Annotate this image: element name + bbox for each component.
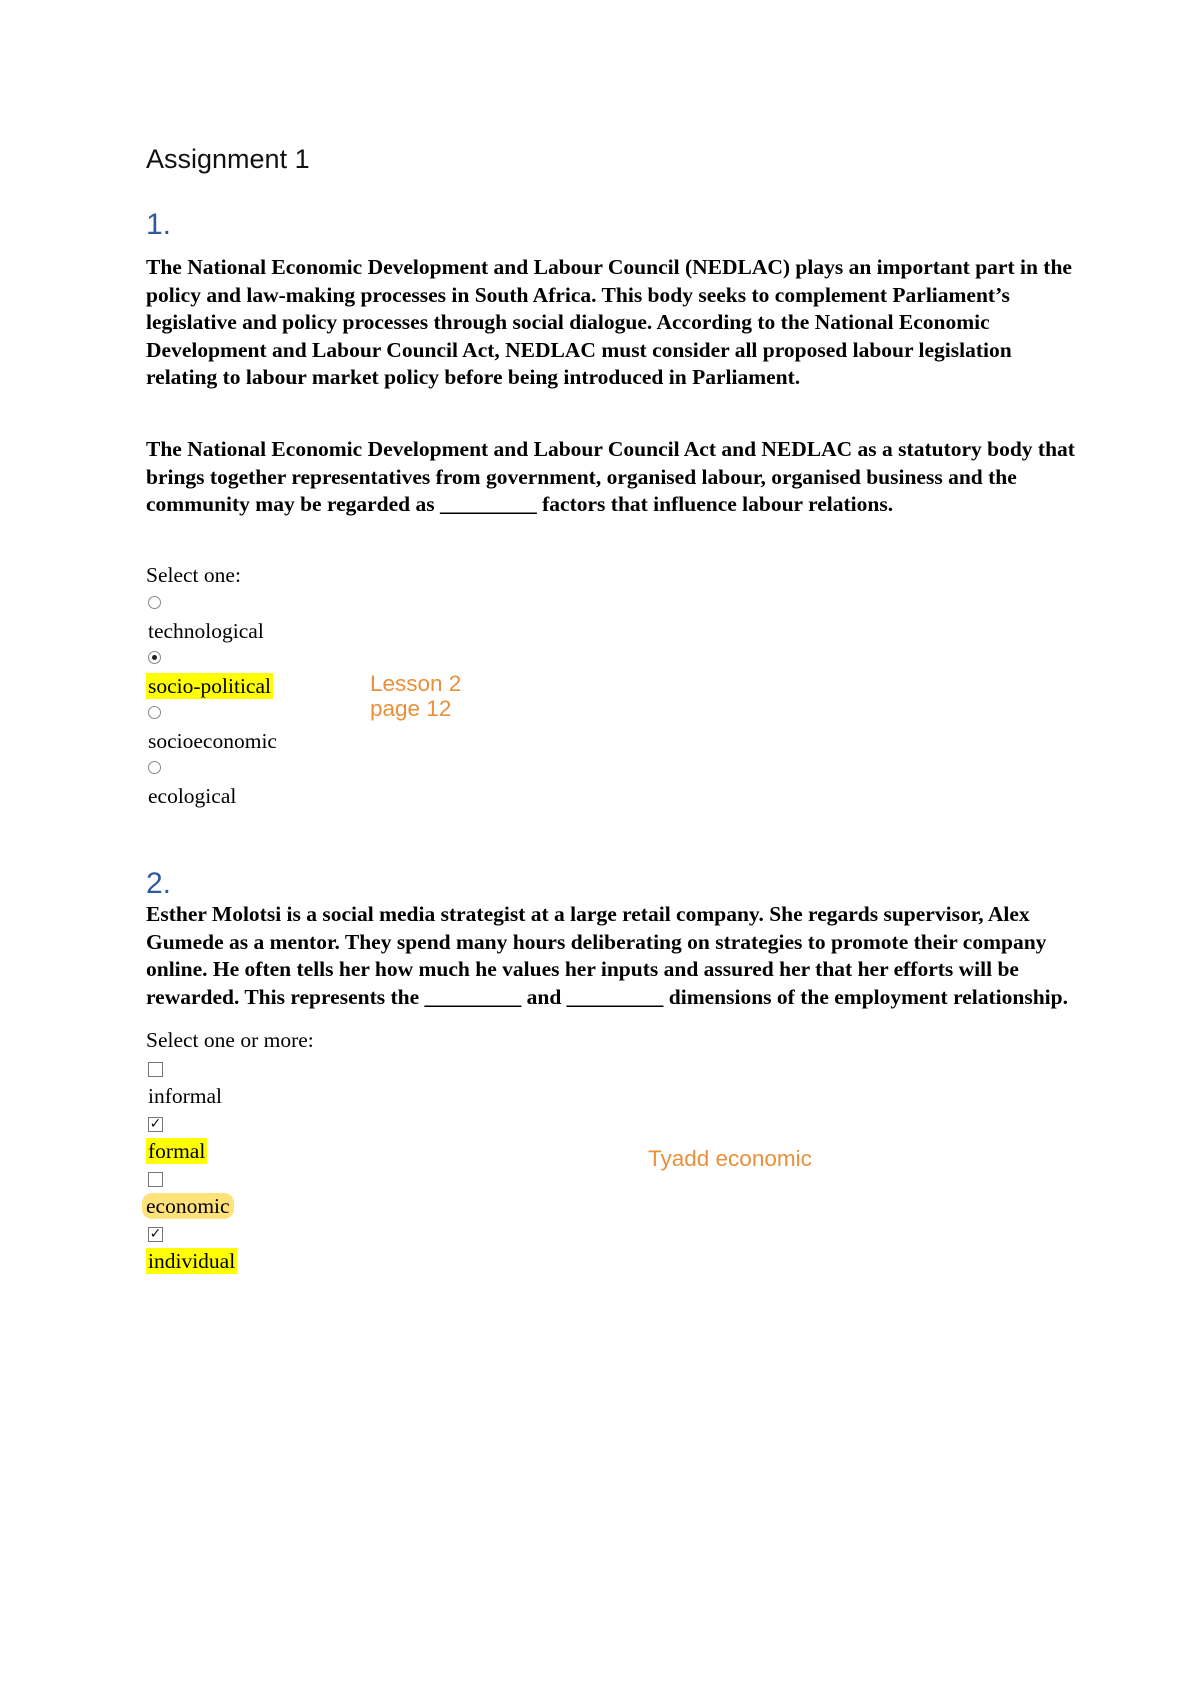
check-icon: ✓ bbox=[149, 1226, 162, 1242]
question-paragraph: The National Economic Development and Labour Council (NEDLAC) plays an important part in the policy and law-making processes in South Africa. This body seeks to complement Parliament’s legislative and policy processes through social dialogue. According to the National Economic Development and Labour Council Act, NEDLAC must consider all proposed labour legislation relating to labour market policy before being introduced in Parliament. bbox=[146, 255, 1072, 390]
radio-socio-political[interactable] bbox=[148, 651, 161, 664]
question-number: 2. bbox=[146, 867, 172, 900]
option-label[interactable]: socioeconomic bbox=[148, 729, 277, 753]
checkbox-individual[interactable] bbox=[148, 1227, 163, 1242]
check-icon: ✓ bbox=[149, 1116, 162, 1132]
note-line: page 12 bbox=[370, 696, 452, 721]
option-label[interactable]: economic bbox=[142, 1193, 234, 1219]
annotation-note: Tyadd economic bbox=[648, 1146, 812, 1171]
option-label[interactable]: individual bbox=[148, 1249, 236, 1273]
question-paragraph: The National Economic Development and Labour Council Act and NEDLAC as a statutory body that brings together representatives from government, organised labour, organised business and the community may be regarded as _________ factors that influence labour relations. bbox=[146, 437, 1075, 517]
radio-ecological[interactable] bbox=[148, 761, 161, 774]
checkbox-economic[interactable] bbox=[148, 1172, 163, 1187]
question-paragraph: Esther Molotsi is a social media strategist at a large retail company. She regards supervisor, Alex Gumede as a mentor. They spend many hours deliberating on strategies to promote their company online. He often tells her how much he values her inputs and assured her that her efforts will be rewarded. This represents the _________ and _________ dimensions of the employment relationship. bbox=[146, 902, 1068, 1009]
select-label: Select one: bbox=[146, 563, 241, 587]
option-label[interactable]: socio-political bbox=[148, 674, 271, 698]
option-label[interactable]: formal bbox=[148, 1139, 206, 1163]
select-label: Select one or more: bbox=[146, 1028, 314, 1052]
annotation-note bbox=[370, 671, 461, 721]
option-label[interactable]: technological bbox=[148, 619, 264, 643]
checkbox-informal[interactable] bbox=[148, 1062, 163, 1077]
checkbox-formal[interactable] bbox=[148, 1117, 163, 1132]
note-line: Lesson 2 bbox=[370, 671, 462, 696]
option-label[interactable]: informal bbox=[148, 1084, 223, 1108]
document-title: Assignment 1 bbox=[146, 144, 310, 174]
radio-socioeconomic[interactable] bbox=[148, 706, 161, 719]
option-label[interactable]: ecological bbox=[148, 784, 237, 808]
radio-technological[interactable] bbox=[148, 596, 161, 609]
question-number: 1. bbox=[146, 208, 172, 241]
